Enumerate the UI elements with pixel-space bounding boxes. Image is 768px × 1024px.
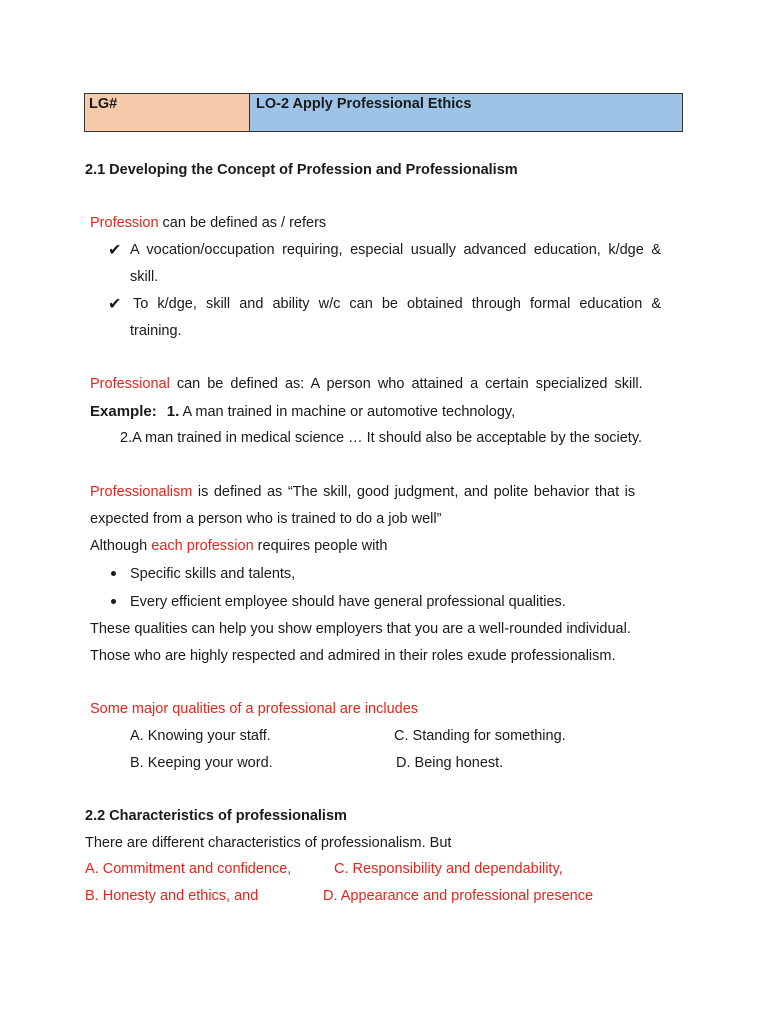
quality-b: B. Keeping your word. — [130, 755, 273, 771]
qualities-heading: Some major qualities of a professional are includes — [90, 701, 419, 717]
characteristic-c: C. Responsibility and dependability, — [334, 861, 563, 877]
example-number: 1. — [166, 403, 180, 420]
lg-cell: LG# — [85, 94, 250, 131]
characteristics-intro: There are different characteristics of professionalism. But — [85, 835, 452, 851]
qualities-paragraph-line-1: These qualities can help you show employers that you are a well-rounded individual. — [90, 621, 631, 637]
each-profession-text: each profession — [151, 538, 254, 554]
professionalism-term: Professionalism — [90, 484, 193, 500]
professionalism-definition — [90, 484, 635, 500]
checkmark-icon: ✔ — [108, 242, 122, 259]
quality-d: D. Being honest. — [396, 755, 504, 771]
profession-item-1-line-1: A vocation/occupation requiring, especial usually advanced education, k/dge & — [130, 242, 661, 258]
professionalism-line-2: expected from a person who is trained to do a job well” — [90, 511, 442, 527]
section-2-1-heading: 2.1 Developing the Concept of Profession and Professionalism — [85, 162, 518, 178]
bullet-icon — [111, 571, 116, 576]
profession-rest: can be defined as / refers — [158, 215, 327, 231]
bullet-item-2: Every efficient employee should have general professional qualities. — [130, 594, 566, 610]
characteristic-b: B. Honesty and ethics, and — [85, 888, 259, 904]
although-pre: Although — [90, 538, 152, 554]
quality-a: A. Knowing your staff. — [130, 728, 271, 744]
profession-item-2-line-2: training. — [130, 323, 182, 339]
qualities-paragraph-line-2: Those who are highly respected and admired in their roles exude professionalism. — [90, 648, 616, 664]
professional-definition — [90, 376, 643, 392]
professional-rest: can be defined as: A person who attained a certain specialized skill. — [169, 376, 643, 392]
bullet-item-1: Specific skills and talents, — [130, 566, 296, 582]
profession-item-2-line-1: To k/dge, skill and ability w/c can be obtained through formal education & — [133, 296, 661, 312]
example-line-2: 2.A man trained in medical science … It should also be acceptable by the society. — [120, 430, 643, 446]
although-post: requires people with — [253, 538, 388, 554]
professionalism-rest: is defined as “The skill, good judgment, and polite behavior that is — [192, 484, 636, 500]
lo-title-cell: LO-2 Apply Professional Ethics — [250, 94, 682, 131]
quality-c: C. Standing for something. — [394, 728, 566, 744]
bullet-icon — [111, 599, 116, 604]
section-2-2-heading: 2.2 Characteristics of professionalism — [85, 808, 347, 824]
example-label: Example: — [90, 403, 157, 420]
example-line-1 — [90, 403, 515, 420]
characteristic-d: D. Appearance and professional presence — [323, 888, 594, 904]
profession-term: Profession — [90, 215, 159, 231]
profession-item-1-line-2: skill. — [130, 269, 159, 285]
profession-definition — [90, 215, 326, 231]
although-line — [90, 538, 387, 554]
checkmark-icon: ✔ — [108, 296, 122, 313]
header-table — [84, 93, 683, 132]
example-1-text: A man trained in machine or automotive technology, — [179, 404, 516, 420]
professional-term: Professional — [90, 376, 170, 392]
characteristic-a: A. Commitment and confidence, — [85, 861, 292, 877]
